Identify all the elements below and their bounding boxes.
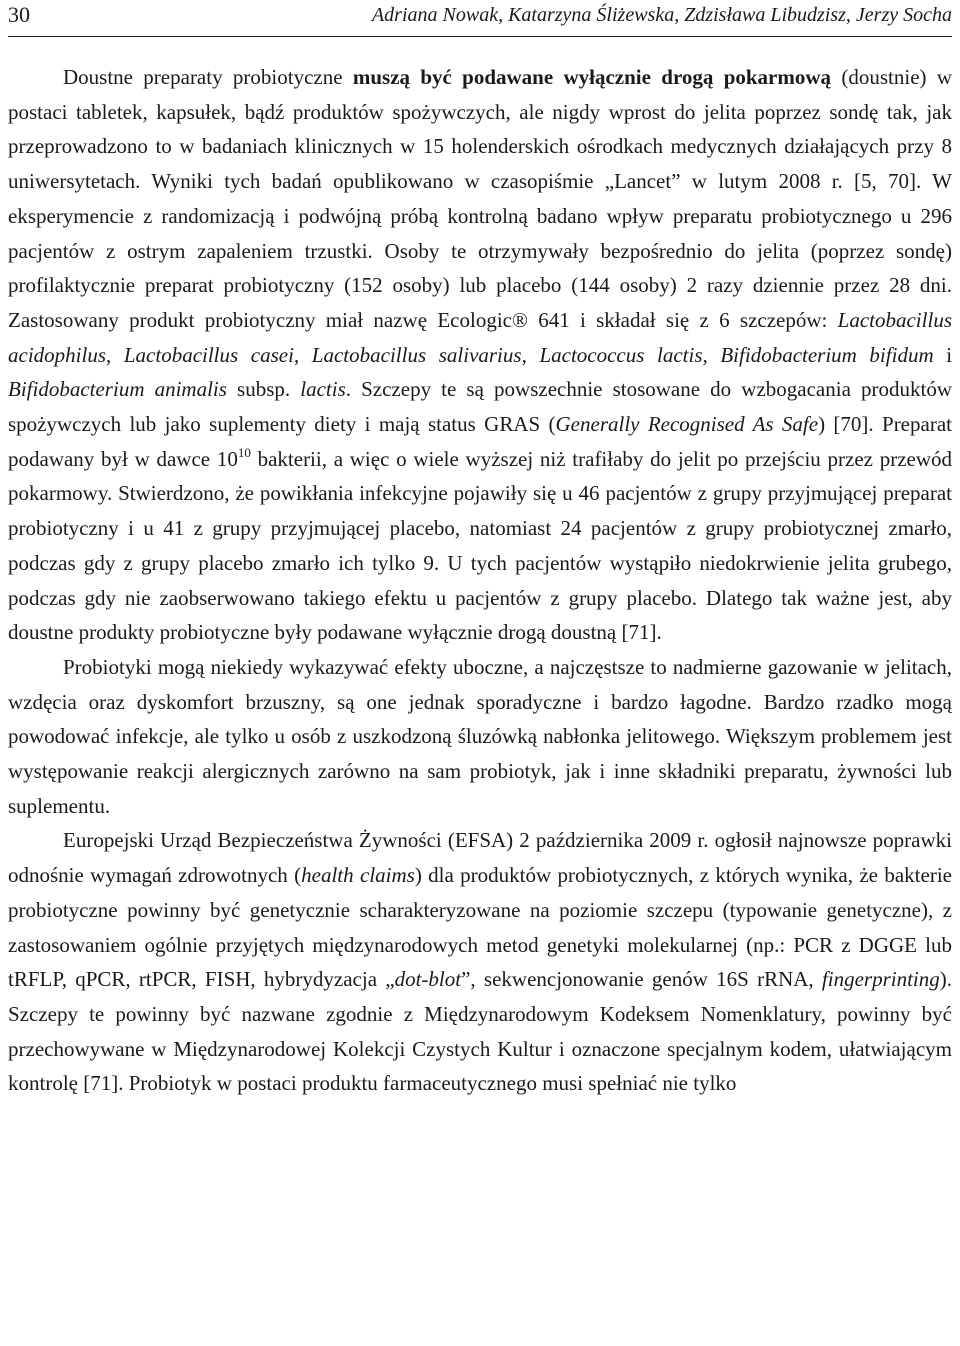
- paragraph-1: Doustne preparaty probiotyczne muszą być podawane wyłącznie drogą pokarmową (doustnie) w postaci tabletek, kapsułek, bądź produktów spożywczych, ale nigdy wprost do jelita poprzez sondę tak, jak przeprowadzono to w badaniach klinicznych w 15 holenderskich ośrodkach medycznych działających przy 8 uniwersytetach. Wyniki tych badań opublikowano w czasopiśmie „Lancet” w lutym 2008 r. [5, 70]. W eksperymencie z randomizacją i podwójną próbą kontrolną badano wpływ preparatu probiotycznego u 296 pacjentów z ostrym zapaleniem trzustki. Osoby te otrzymywały bezpośrednio do jelita (poprzez sondę) profilaktycznie preparat probiotyczny (152 osoby) lub placebo (144 osoby) 2 razy dziennie przez 28 dni. Zastosowany produkt probiotyczny miał nazwę Ecologic® 641 i składał się z 6 szczepów: Lactobacillus acidophilus, Lactobacillus casei, Lactobacillus salivarius, Lactococcus lactis, Bifidobacterium bifidum i Bifidobacterium animalis subsp. lactis. Szczepy te są powszechnie stosowane do wzbogacania produktów spożywczych lub jako suplementy diety i mają status GRAS (Generally Recognised As Safe) [70]. Preparat podawany był w dawce $10^{10}$ bakterii, a więc o wiele wyższej niż trafiłaby do jelit po przejściu przez przewód pokarmowy. Stwierdzono, że powikłania infekcyjne pojawiły się u 46 pacjentów z grupy przyjmującej preparat probiotyczny i u 41 z grupy przyjmującej placebo, natomiast 24 pacjentów z grupy probiotycznej zmarło, podczas gdy z grupy placebo zmarło ich tylko 9. U tych pacjentów wystąpiło niedokrwienie jelita grubego, podczas gdy nie zaobserwowano takiego efektu u pacjentów z grupy placebo. Dlatego tak ważne jest, aby doustne produkty probiotyczne były podawane wyłącznie drogą doustną [71].: [8, 65, 953, 645]
- running-head: Adriana Nowak, Katarzyna Śliżewska, Zdzisława Libudzisz, Jerzy Socha: [371, 4, 952, 26]
- paragraph-2: Probiotyki mogą niekiedy wykazywać efekty uboczne, a najczęstsze to nadmierne gazowanie w jelitach, wzdęcia oraz dyskomfort brzuszny, są one jednak sporadyczne i bardzo łagodne. Bardzo rzadko mogą powodować infekcje, ale tylko u osób z uszkodzoną śluzówką nabłonka jelitowego. Większym problemem jest występowanie reakcji alergicznych zarówno na sam probiotyk, jak i inne składniki preparatu, żywności lub suplementu.: [8, 654, 952, 818]
- body-text: [8, 60, 952, 1101]
- page-header: [8, 0, 952, 37]
- page-number: 30: [8, 2, 30, 27]
- paragraph-3: Europejski Urząd Bezpieczeństwa Żywności (EFSA) 2 października 2009 r. ogłosił najnowsze poprawki odnośnie wymagań zdrowotnych (health claims) dla produktów probiotycznych, z których wynika, że bakterie probiotyczne powinny być genetycznie scharakteryzowane na poziomie szczepu (typowanie genetyczne), z zastosowaniem ogólnie przyjętych międzynarodowych metod genetyki molekularnej (np.: PCR z DGGE lub tRFLP, qPCR, rtPCR, FISH, hybrydyzacja „dot-blot”, sekwencjonowanie genów 16S rRNA, fingerprinting). Szczepy te powinny być nazwane zgodnie z Międzynarodowym Kodeksem Nomenklatury, powinny być przechowywane w Międzynarodowej Kolekcji Czystych Kultur i oznaczone specjalnym kodem, ułatwiającym kontrolę [71]. Probiotyk w postaci produktu farmaceutycznego musi spełniać nie tylko: [8, 828, 953, 1096]
